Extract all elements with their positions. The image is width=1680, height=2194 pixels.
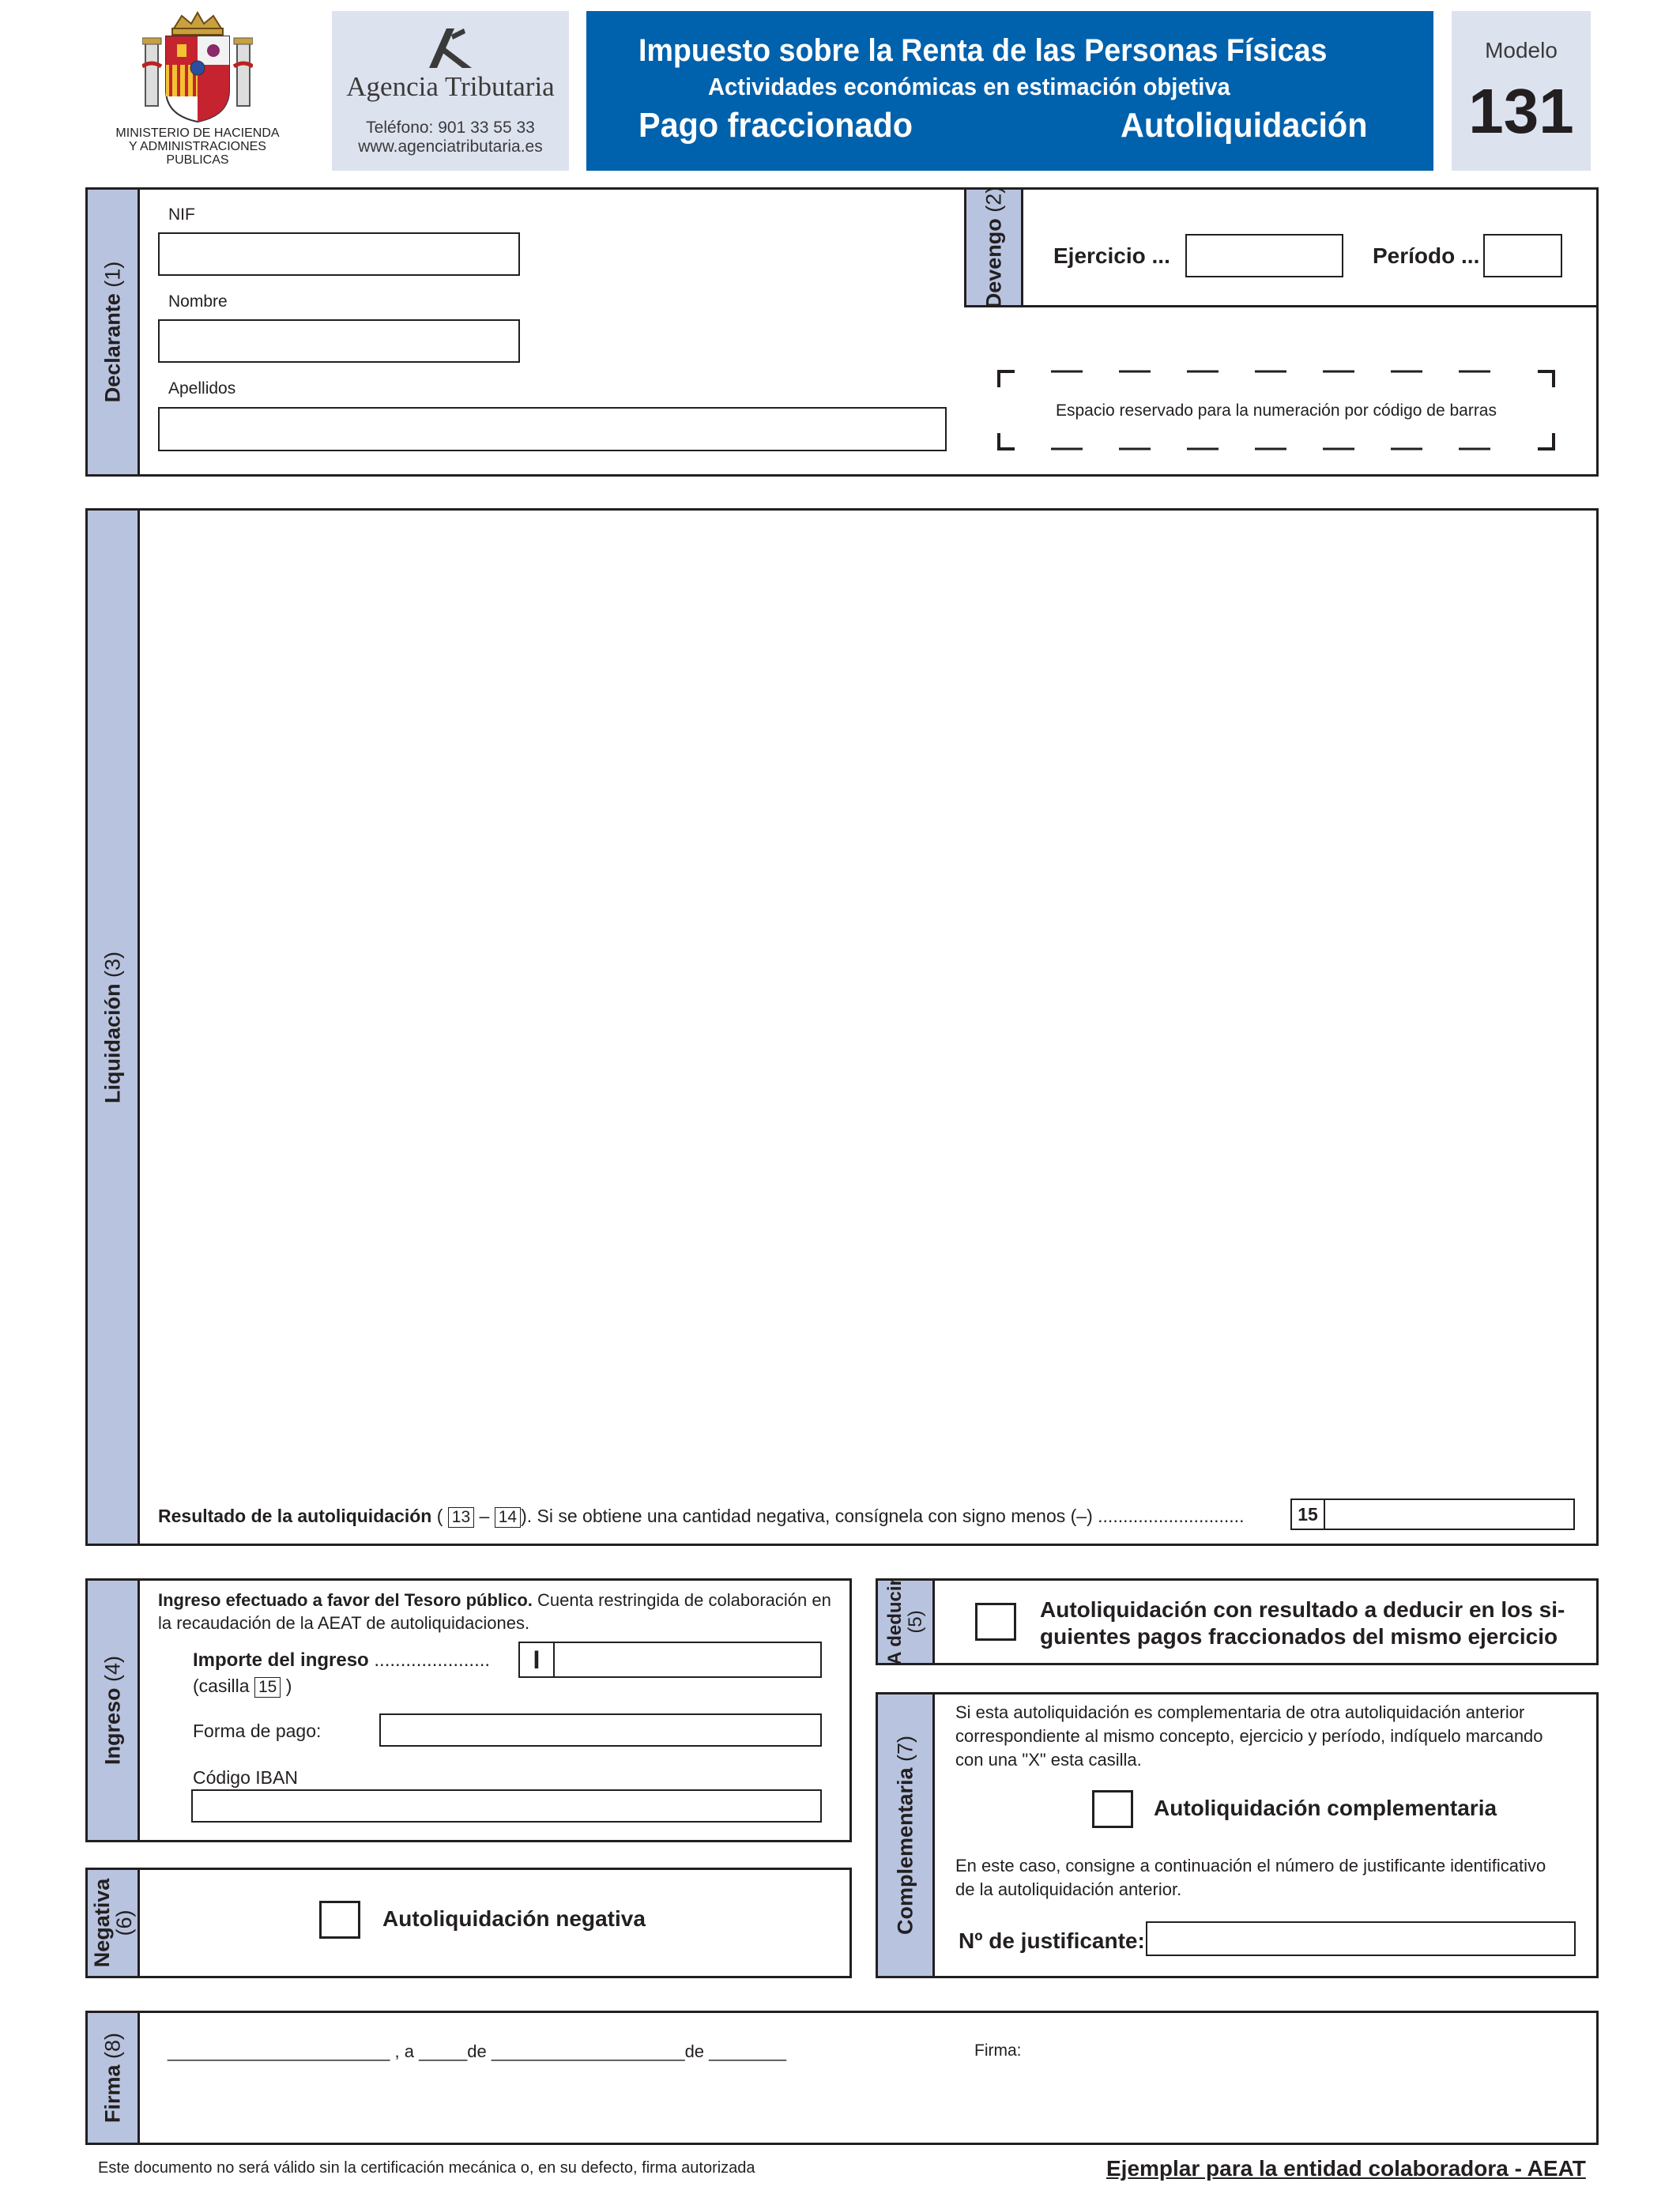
complementaria-note-line2: de la autoliquidación anterior. — [955, 1879, 1182, 1899]
resultado-label: Resultado de la autoliquidación — [158, 1506, 432, 1526]
firma-sidebar — [88, 2013, 140, 2143]
importe-label-row — [193, 1649, 490, 1672]
agency-website[interactable]: www.agenciatributaria.es — [358, 138, 543, 156]
barcode-text: Espacio reservado para la numeración por código de barras — [1056, 401, 1497, 420]
a-deducir-num: (5) — [904, 1610, 926, 1634]
firma-signature-label: Firma: — [974, 2041, 1022, 2060]
footer-disclaimer: Este documento no será válido sin la certificación mecánica o, en su defecto, firma autorizada — [98, 2159, 755, 2177]
negativa-label: Negativa — [89, 1878, 114, 1968]
devengo-label: Devengo — [981, 218, 1005, 309]
resultado-row — [158, 1506, 1244, 1528]
negativa-num: (6) — [111, 1909, 136, 1936]
modelo-number: 131 — [1468, 76, 1574, 146]
firma-place-date[interactable]: _______________________ , a _____de ____________________de ________ — [168, 2041, 787, 2061]
coat-of-arms-icon — [142, 11, 253, 126]
complementaria-intro-line2: correspondiente al mismo concepto, ejercicio y período, indíquelo marcando — [955, 1726, 1543, 1746]
casilla-14-ref: 14 — [495, 1507, 521, 1528]
negativa-sidebar — [88, 1870, 140, 1976]
ingreso-sidebar — [88, 1581, 140, 1840]
importe-prefix: I — [520, 1643, 555, 1676]
agency-phone: Teléfono: 901 33 55 33 — [366, 119, 535, 137]
complementaria-intro-line3: con una "X" esta casilla. — [955, 1750, 1142, 1770]
ministry-name — [103, 126, 292, 167]
a-deducir-label: A deducir — [883, 1578, 906, 1665]
declarante-label: Declarante — [100, 293, 124, 403]
resultado-open-paren: ( — [436, 1506, 443, 1526]
liquidacion-sidebar — [88, 511, 140, 1544]
a-deducir-text — [1040, 1596, 1565, 1650]
a-deducir-checkbox[interactable] — [975, 1603, 1016, 1641]
justificante-field[interactable] — [1146, 1921, 1576, 1956]
negativa-checkbox[interactable] — [319, 1901, 360, 1939]
complementaria-sidebar — [878, 1695, 935, 1976]
nombre-label: Nombre — [168, 292, 228, 311]
devengo-num: (2) — [981, 186, 1005, 213]
periodo-field[interactable] — [1483, 234, 1562, 277]
forma-pago-field[interactable] — [379, 1713, 822, 1747]
footer-copy-label: Ejemplar para la entidad colaboradora - AEAT — [1106, 2156, 1586, 2181]
importe-casilla-ref — [193, 1676, 292, 1698]
a-deducir-text-line2: guientes pagos fraccionados del mismo ejercicio — [1040, 1624, 1558, 1649]
periodo-label: Período ... — [1373, 243, 1480, 268]
nombre-field[interactable] — [158, 319, 520, 363]
form-kind-label: Autoliquidación — [1121, 106, 1368, 145]
complementaria-checkbox[interactable] — [1092, 1790, 1133, 1828]
iban-field[interactable] — [191, 1789, 822, 1823]
ingreso-intro-rest: Cuenta restringida de colaboración en — [532, 1590, 831, 1610]
ejercicio-label: Ejercicio ... — [1053, 243, 1170, 268]
importe-label: Importe del ingreso — [193, 1649, 369, 1671]
importe-casilla-number: 15 — [254, 1677, 281, 1698]
ministry-line-2: Y ADMINISTRACIONES — [129, 140, 266, 153]
firma-label: Firma — [100, 2064, 124, 2124]
resultado-text: ). Si se obtiene una cantidad negativa, consígnela con signo menos (–) ............................. — [521, 1506, 1245, 1526]
nif-label: NIF — [168, 205, 195, 224]
importe-casilla-suffix: ) — [285, 1676, 292, 1696]
casilla-13-ref: 13 — [448, 1507, 474, 1528]
complementaria-num: (7) — [893, 1735, 917, 1762]
nif-field[interactable] — [158, 232, 520, 276]
a-deducir-text-line1: Autoliquidación con resultado a deducir en los si- — [1040, 1597, 1565, 1622]
ministry-line-3: PUBLICAS — [166, 153, 229, 167]
negativa-text: Autoliquidación negativa — [382, 1906, 646, 1931]
devengo-sidebar — [966, 186, 1023, 309]
liquidacion-section — [85, 508, 1599, 1546]
liquidacion-label: Liquidación — [100, 983, 124, 1103]
complementaria-note-line1: En este caso, consigne a continuación el número de justificante identificativo — [955, 1856, 1546, 1875]
declarante-sidebar — [88, 190, 140, 474]
justificante-label: Nº de justificante: — [959, 1928, 1145, 1953]
casilla-15-field[interactable] — [1290, 1498, 1575, 1530]
importe-dots: ...................... — [368, 1649, 491, 1671]
casilla-15-number: 15 — [1292, 1500, 1325, 1529]
declarante-num: (1) — [100, 261, 124, 288]
ingreso-intro-bold: Ingreso efectuado a favor del Tesoro público. — [158, 1590, 533, 1610]
apellidos-field[interactable] — [158, 407, 947, 451]
ejercicio-field[interactable] — [1185, 234, 1343, 277]
modelo-label: Modelo — [1485, 38, 1558, 62]
firma-num: (8) — [100, 2032, 124, 2059]
ministry-line-1: MINISTERIO DE HACIENDA — [115, 126, 280, 140]
liquidacion-num: (3) — [100, 951, 124, 978]
apellidos-label: Apellidos — [168, 379, 236, 398]
iban-label: Código IBAN — [193, 1767, 298, 1788]
forma-pago-label: Forma de pago: — [193, 1721, 322, 1741]
complementaria-intro — [955, 1701, 1588, 1772]
coat-of-arms-logo — [142, 11, 253, 126]
agency-name: Agencia Tributaria — [346, 71, 555, 102]
complementaria-intro-line1: Si esta autoliquidación es complementaria de otra autoliquidación anterior — [955, 1702, 1525, 1722]
ingreso-label: Ingreso — [100, 1687, 124, 1766]
form-type-label: Pago fraccionado — [638, 106, 913, 145]
complementaria-note — [955, 1854, 1588, 1902]
a-deducir-sidebar — [878, 1578, 935, 1665]
ingreso-intro-line2: la recaudación de la AEAT de autoliquidaciones. — [158, 1613, 530, 1633]
agency-logo-icon — [423, 24, 478, 71]
importe-casilla-prefix: (casilla — [193, 1676, 250, 1696]
complementaria-label: Complementaria — [893, 1767, 917, 1936]
importe-field[interactable] — [518, 1642, 822, 1678]
resultado-minus: – — [479, 1506, 490, 1526]
form-title: Impuesto sobre la Renta de las Personas Físicas — [638, 33, 1328, 68]
ingreso-intro — [158, 1589, 838, 1634]
firma-section — [85, 2011, 1599, 2145]
form-subtitle: Actividades económicas en estimación objetiva — [708, 73, 1230, 100]
ingreso-num: (4) — [100, 1655, 124, 1682]
complementaria-checkbox-label: Autoliquidación complementaria — [1154, 1796, 1497, 1820]
